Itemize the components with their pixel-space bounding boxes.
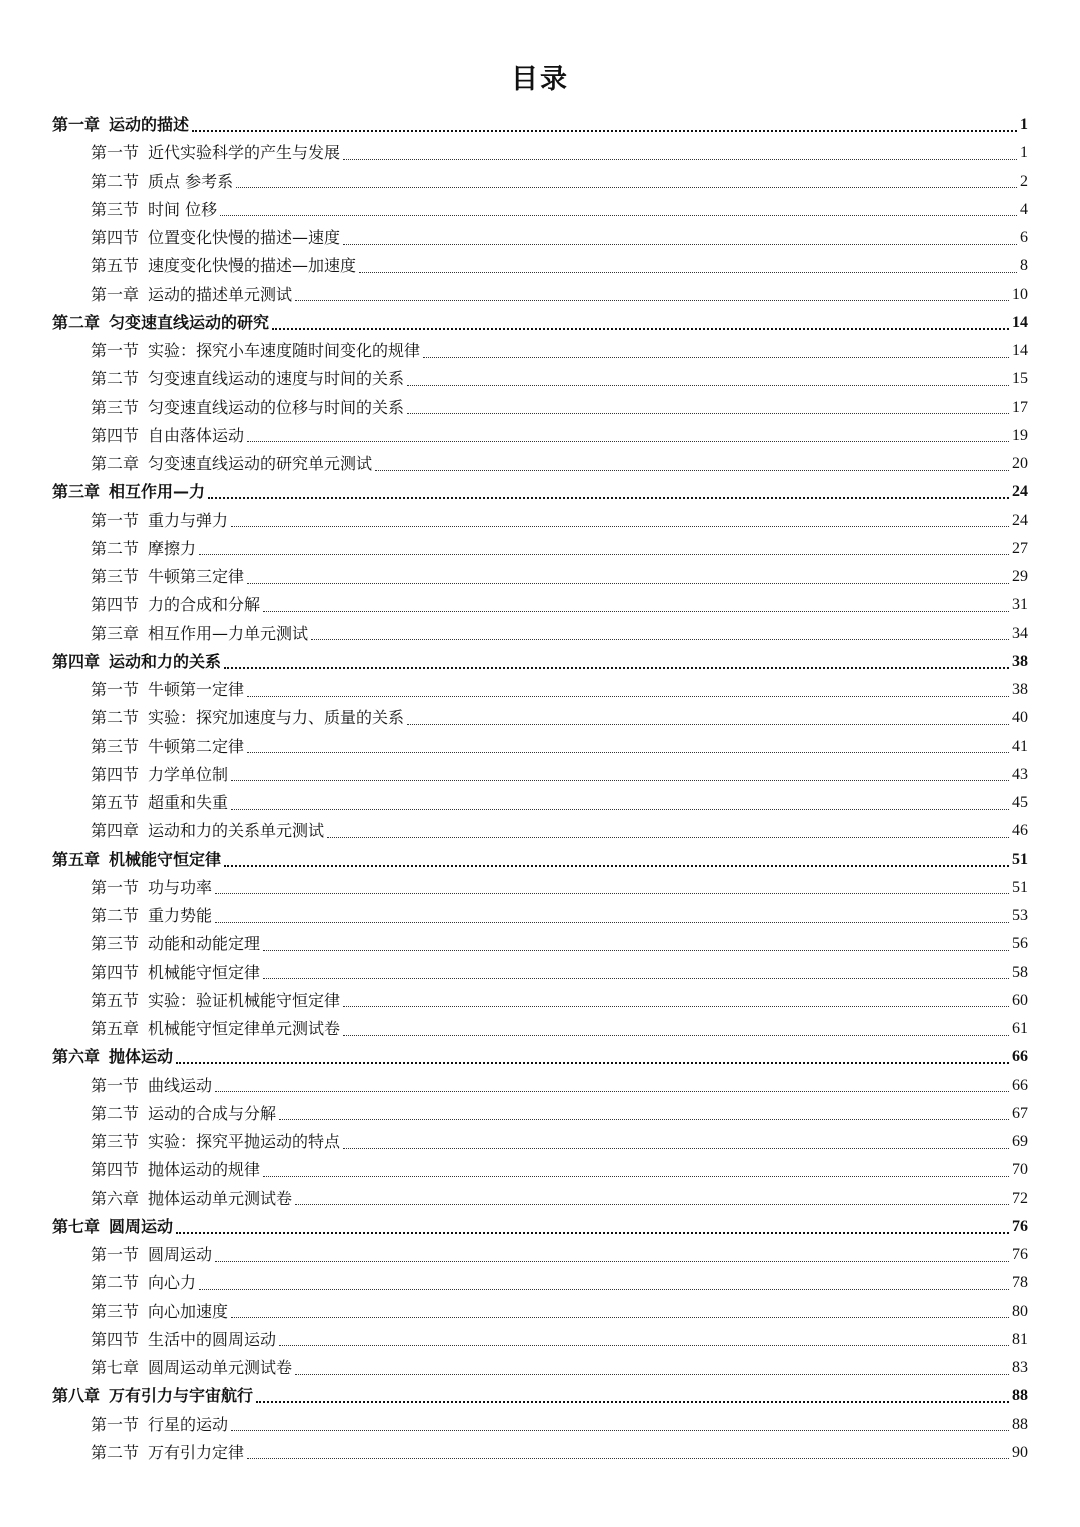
toc-entry-title: 力的合成和分解 [148, 595, 261, 615]
toc-entry-label [91, 1326, 276, 1354]
toc-section-entry[interactable] [0, 1128, 1080, 1156]
toc-entry-label [91, 394, 404, 422]
toc-entry-title: 抛体运动单元测试卷 [148, 1188, 293, 1208]
toc-chapter-entry[interactable] [0, 309, 1080, 337]
toc-entry-label [91, 1015, 340, 1043]
toc-entry-label [91, 281, 292, 309]
toc-entry-label [52, 111, 189, 139]
toc-entry-label [91, 507, 228, 535]
toc-chapter-entry[interactable] [0, 846, 1080, 874]
toc-entry-label [91, 252, 356, 280]
toc-dot-leader [407, 413, 1009, 414]
toc-dot-leader [263, 950, 1009, 951]
toc-dot-leader [224, 667, 1009, 669]
toc-section-entry[interactable] [0, 761, 1080, 789]
toc-dot-leader [343, 159, 1017, 160]
toc-entry-title: 运动的合成与分解 [148, 1103, 277, 1123]
toc-entry-number: 第一节 [91, 877, 140, 897]
toc-entry-page-number: 76 [1012, 1246, 1028, 1264]
toc-entry-page-number: 61 [1012, 1020, 1028, 1038]
toc-entry-number: 第一节 [91, 341, 140, 361]
toc-chapter-entry[interactable] [0, 1043, 1080, 1071]
toc-entry-label [91, 1439, 244, 1467]
toc-dot-leader [176, 1062, 1009, 1064]
toc-entry-title: 机械能守恒定律 [148, 962, 261, 982]
toc-entry-number: 第七章 [91, 1358, 140, 1378]
toc-entry-title: 相互作用—力 [109, 482, 206, 502]
toc-entry-number: 第四节 [91, 1329, 140, 1349]
toc-entry-label [52, 1382, 253, 1410]
toc-entry-number: 第四章 [52, 651, 101, 671]
toc-section-entry[interactable] [0, 930, 1080, 958]
toc-entry-number: 第五节 [91, 990, 140, 1010]
toc-chapter-entry[interactable] [0, 648, 1080, 676]
toc-entry-label [91, 365, 404, 393]
toc-entry-number: 第三节 [91, 1301, 140, 1321]
toc-section-entry[interactable] [0, 620, 1080, 648]
toc-section-entry[interactable] [0, 252, 1080, 280]
toc-dot-leader [263, 978, 1009, 979]
toc-dot-leader [263, 611, 1009, 612]
toc-section-entry[interactable] [0, 450, 1080, 478]
toc-entry-number: 第三章 [91, 623, 140, 643]
toc-entry-page-number: 27 [1012, 539, 1028, 557]
toc-dot-leader [247, 583, 1009, 584]
toc-entry-page-number: 29 [1012, 568, 1028, 586]
toc-entry-number: 第二节 [91, 1273, 140, 1293]
toc-entry-label [91, 1128, 340, 1156]
toc-section-entry[interactable] [0, 196, 1080, 224]
toc-entry-title: 牛顿第二定律 [148, 736, 245, 756]
toc-section-entry[interactable] [0, 704, 1080, 732]
toc-dot-leader [215, 922, 1009, 923]
toc-section-entry[interactable] [0, 1411, 1080, 1439]
toc-section-entry[interactable] [0, 563, 1080, 591]
toc-section-entry[interactable] [0, 1072, 1080, 1100]
toc-dot-leader [231, 780, 1009, 781]
toc-section-entry[interactable] [0, 902, 1080, 930]
toc-entry-number: 第一节 [91, 1414, 140, 1434]
toc-entry-page-number: 15 [1012, 370, 1028, 388]
page-title: 目录 [511, 64, 569, 95]
toc-section-entry[interactable] [0, 1326, 1080, 1354]
toc-entry-title: 功与功率 [148, 877, 213, 897]
toc-section-entry[interactable] [0, 1439, 1080, 1467]
toc-section-entry[interactable] [0, 535, 1080, 563]
toc-entry-page-number: 10 [1012, 285, 1028, 303]
toc-section-entry[interactable] [0, 817, 1080, 845]
toc-dot-leader [220, 215, 1017, 216]
toc-dot-leader [272, 328, 1009, 330]
toc-entry-label [52, 846, 221, 874]
toc-entry-number: 第二节 [91, 1442, 140, 1462]
toc-entry-number: 第三节 [91, 567, 140, 587]
toc-entry-page-number: 66 [1012, 1076, 1028, 1094]
toc-entry-label [91, 817, 324, 845]
toc-entry-label [91, 1156, 260, 1184]
toc-entry-number: 第二节 [91, 906, 140, 926]
toc-entry-page-number: 81 [1012, 1330, 1028, 1348]
toc-entry-label [91, 168, 233, 196]
toc-dot-leader [295, 300, 1009, 301]
toc-entry-number: 第六章 [52, 1047, 101, 1067]
toc-entry-title: 向心加速度 [148, 1301, 229, 1321]
toc-entry-title: 生活中的圆周运动 [148, 1329, 277, 1349]
toc-entry-title: 超重和失重 [148, 793, 229, 813]
toc-entry-title: 重力势能 [148, 906, 213, 926]
toc-dot-leader [295, 1204, 1009, 1205]
toc-section-entry[interactable] [0, 1269, 1080, 1297]
toc-entry-title: 圆周运动 [109, 1216, 174, 1236]
toc-dot-leader [423, 357, 1009, 358]
toc-entry-number: 第一节 [91, 143, 140, 163]
toc-dot-leader [343, 244, 1017, 245]
toc-entry-page-number: 51 [1012, 878, 1028, 896]
toc-entry-page-number: 14 [1012, 313, 1028, 331]
toc-entry-page-number: 58 [1012, 963, 1028, 981]
toc-entry-number: 第三节 [91, 199, 140, 219]
toc-entry-page-number: 38 [1012, 681, 1028, 699]
toc-entry-number: 第五章 [52, 849, 101, 869]
toc-dot-leader [247, 752, 1009, 753]
toc-entry-title: 牛顿第三定律 [148, 567, 245, 587]
toc-entry-page-number: 41 [1012, 737, 1028, 755]
toc-entry-number: 第二章 [52, 312, 101, 332]
toc-entry-number: 第四节 [91, 962, 140, 982]
toc-entry-number: 第二节 [91, 1103, 140, 1123]
toc-entry-number: 第四章 [91, 821, 140, 841]
toc-entry-label [91, 1241, 212, 1269]
toc-dot-leader [199, 554, 1009, 555]
toc-entry-label [91, 987, 340, 1015]
toc-entry-title: 向心力 [148, 1273, 197, 1293]
toc-section-entry[interactable] [0, 1354, 1080, 1382]
toc-dot-leader [199, 1289, 1009, 1290]
toc-dot-leader [236, 187, 1017, 188]
toc-entry-number: 第一节 [91, 510, 140, 530]
toc-section-entry[interactable] [0, 1100, 1080, 1128]
toc-entry-page-number: 72 [1012, 1189, 1028, 1207]
toc-dot-leader [279, 1345, 1009, 1346]
toc-entry-page-number: 46 [1012, 822, 1028, 840]
toc-section-entry[interactable] [0, 959, 1080, 987]
toc-dot-leader [247, 441, 1009, 442]
toc-chapter-entry[interactable] [0, 478, 1080, 506]
toc-entry-label [91, 224, 340, 252]
toc-dot-leader [208, 497, 1009, 499]
toc-section-entry[interactable] [0, 676, 1080, 704]
toc-dot-leader [247, 696, 1009, 697]
toc-entry-label [52, 1213, 173, 1241]
toc-section-entry[interactable] [0, 1156, 1080, 1184]
toc-entry-number: 第四节 [91, 764, 140, 784]
toc-entry-label [91, 959, 260, 987]
toc-dot-leader [215, 1091, 1009, 1092]
toc-entry-title: 运动和力的关系单元测试 [148, 821, 325, 841]
toc-section-entry[interactable] [0, 168, 1080, 196]
table-of-contents [0, 111, 1080, 1467]
toc-entry-number: 第一节 [91, 680, 140, 700]
toc-entry-label [91, 733, 244, 761]
toc-entry-label [91, 1072, 212, 1100]
toc-entry-title: 实验：验证机械能守恒定律 [148, 990, 341, 1010]
toc-entry-title: 速度变化快慢的描述—加速度 [148, 256, 357, 276]
toc-dot-leader [407, 385, 1009, 386]
toc-dot-leader [343, 1006, 1009, 1007]
toc-entry-title: 力学单位制 [148, 764, 229, 784]
toc-section-entry[interactable] [0, 733, 1080, 761]
toc-entry-number: 第七章 [52, 1216, 101, 1236]
toc-entry-page-number: 40 [1012, 709, 1028, 727]
toc-entry-title: 万有引力与宇宙航行 [109, 1386, 254, 1406]
toc-entry-title: 匀变速直线运动的位移与时间的关系 [148, 397, 405, 417]
toc-entry-page-number: 43 [1012, 765, 1028, 783]
toc-entry-title: 摩擦力 [148, 538, 197, 558]
toc-entry-number: 第二章 [91, 454, 140, 474]
toc-dot-leader [224, 865, 1009, 867]
toc-entry-label [91, 1298, 228, 1326]
toc-section-entry[interactable] [0, 1298, 1080, 1326]
toc-entry-title: 质点 参考系 [148, 171, 234, 191]
toc-entry-number: 第三章 [52, 482, 101, 502]
toc-dot-leader [231, 1430, 1009, 1431]
toc-entry-title: 重力与弹力 [148, 510, 229, 530]
toc-dot-leader [343, 1035, 1009, 1036]
toc-entry-label [91, 874, 212, 902]
toc-entry-number: 第五节 [91, 256, 140, 276]
toc-section-entry[interactable] [0, 394, 1080, 422]
toc-entry-label [91, 337, 420, 365]
toc-section-entry[interactable] [0, 874, 1080, 902]
toc-chapter-entry[interactable] [0, 111, 1080, 139]
toc-entry-label [52, 648, 221, 676]
toc-entry-label [91, 196, 217, 224]
toc-entry-label [91, 1100, 276, 1128]
toc-entry-number: 第二节 [91, 538, 140, 558]
toc-entry-page-number: 70 [1012, 1161, 1028, 1179]
toc-entry-page-number: 4 [1020, 200, 1028, 218]
toc-entry-page-number: 66 [1012, 1048, 1028, 1066]
toc-entry-page-number: 67 [1012, 1104, 1028, 1122]
toc-section-entry[interactable] [0, 1241, 1080, 1269]
toc-entry-page-number: 78 [1012, 1274, 1028, 1292]
toc-entry-label [91, 620, 308, 648]
toc-entry-title: 行星的运动 [148, 1414, 229, 1434]
toc-entry-page-number: 60 [1012, 991, 1028, 1009]
toc-entry-title: 时间 位移 [148, 199, 218, 219]
toc-entry-number: 第一章 [52, 115, 101, 135]
toc-entry-page-number: 24 [1012, 483, 1028, 501]
toc-section-entry[interactable] [0, 422, 1080, 450]
toc-entry-title: 万有引力定律 [148, 1442, 245, 1462]
toc-entry-number: 第五节 [91, 793, 140, 813]
toc-section-entry[interactable] [0, 224, 1080, 252]
toc-section-entry[interactable] [0, 1185, 1080, 1213]
toc-entry-number: 第三节 [91, 736, 140, 756]
toc-entry-title: 机械能守恒定律 [109, 849, 222, 869]
toc-entry-page-number: 24 [1012, 511, 1028, 529]
toc-dot-leader [327, 837, 1009, 838]
toc-entry-title: 运动的描述单元测试 [148, 284, 293, 304]
toc-entry-number: 第五章 [91, 1019, 140, 1039]
toc-entry-number: 第六章 [91, 1188, 140, 1208]
toc-entry-page-number: 1 [1020, 144, 1028, 162]
toc-entry-page-number: 31 [1012, 596, 1028, 614]
toc-entry-page-number: 80 [1012, 1302, 1028, 1320]
toc-entry-title: 匀变速直线运动的研究单元测试 [148, 454, 373, 474]
toc-entry-page-number: 6 [1020, 229, 1028, 247]
toc-entry-title: 实验：探究小车速度随时间变化的规律 [148, 341, 421, 361]
toc-entry-number: 第三节 [91, 1132, 140, 1152]
toc-entry-page-number: 34 [1012, 624, 1028, 642]
toc-entry-label [91, 563, 244, 591]
toc-entry-label [91, 591, 260, 619]
toc-dot-leader [231, 526, 1009, 527]
toc-entry-label [91, 1354, 292, 1382]
toc-entry-number: 第四节 [91, 425, 140, 445]
toc-entry-title: 机械能守恒定律单元测试卷 [148, 1019, 341, 1039]
toc-entry-title: 近代实验科学的产生与发展 [148, 143, 341, 163]
toc-entry-title: 实验：探究平抛运动的特点 [148, 1132, 341, 1152]
toc-entry-page-number: 8 [1020, 257, 1028, 275]
toc-entry-page-number: 53 [1012, 907, 1028, 925]
toc-entry-label [91, 930, 260, 958]
toc-entry-title: 抛体运动的规律 [148, 1160, 261, 1180]
toc-entry-page-number: 90 [1012, 1443, 1028, 1461]
toc-dot-leader [359, 272, 1017, 273]
toc-chapter-entry[interactable] [0, 1213, 1080, 1241]
toc-entry-number: 第三节 [91, 934, 140, 954]
toc-dot-leader [247, 1458, 1009, 1459]
toc-entry-number: 第二节 [91, 369, 140, 389]
toc-entry-label [52, 1043, 173, 1071]
toc-entry-number: 第四节 [91, 595, 140, 615]
toc-entry-title: 圆周运动单元测试卷 [148, 1358, 293, 1378]
toc-entry-number: 第一章 [91, 284, 140, 304]
toc-entry-page-number: 45 [1012, 794, 1028, 812]
toc-entry-title: 运动和力的关系 [109, 651, 222, 671]
toc-entry-page-number: 69 [1012, 1133, 1028, 1151]
toc-dot-leader [192, 130, 1017, 132]
toc-entry-label [91, 139, 340, 167]
toc-dot-leader [231, 1317, 1009, 1318]
toc-entry-number: 第一节 [91, 1245, 140, 1265]
toc-dot-leader [256, 1401, 1009, 1403]
toc-entry-title: 曲线运动 [148, 1075, 213, 1095]
toc-section-entry[interactable] [0, 337, 1080, 365]
toc-entry-label [91, 1411, 228, 1439]
toc-entry-page-number: 88 [1012, 1387, 1028, 1405]
toc-dot-leader [279, 1119, 1009, 1120]
toc-dot-leader [263, 1176, 1009, 1177]
toc-section-entry[interactable] [0, 591, 1080, 619]
toc-entry-page-number: 17 [1012, 398, 1028, 416]
toc-entry-label [91, 535, 196, 563]
toc-entry-number: 第二节 [91, 708, 140, 728]
toc-entry-title: 动能和动能定理 [148, 934, 261, 954]
toc-entry-label [91, 902, 212, 930]
toc-entry-page-number: 56 [1012, 935, 1028, 953]
toc-dot-leader [231, 809, 1009, 810]
toc-entry-page-number: 1 [1020, 116, 1028, 134]
toc-entry-page-number: 20 [1012, 455, 1028, 473]
toc-entry-number: 第四节 [91, 1160, 140, 1180]
toc-section-entry[interactable] [0, 507, 1080, 535]
toc-entry-label [91, 1185, 292, 1213]
toc-entry-label [52, 478, 205, 506]
toc-entry-label [91, 422, 244, 450]
toc-dot-leader [407, 724, 1009, 725]
toc-entry-title: 实验：探究加速度与力、质量的关系 [148, 708, 405, 728]
toc-entry-page-number: 83 [1012, 1359, 1028, 1377]
toc-dot-leader [375, 470, 1009, 471]
toc-entry-label [91, 704, 404, 732]
toc-dot-leader [311, 639, 1009, 640]
toc-entry-label [91, 676, 244, 704]
toc-entry-number: 第四节 [91, 228, 140, 248]
toc-entry-title: 匀变速直线运动的研究 [109, 312, 270, 332]
toc-chapter-entry[interactable] [0, 1382, 1080, 1410]
toc-entry-title: 抛体运动 [109, 1047, 174, 1067]
toc-dot-leader [215, 1261, 1009, 1262]
toc-entry-title: 运动的描述 [109, 115, 190, 135]
toc-entry-title: 圆周运动 [148, 1245, 213, 1265]
toc-entry-number: 第八章 [52, 1386, 101, 1406]
toc-entry-title: 自由落体运动 [148, 425, 245, 445]
toc-entry-title: 牛顿第一定律 [148, 680, 245, 700]
toc-entry-page-number: 38 [1012, 652, 1028, 670]
toc-entry-page-number: 14 [1012, 342, 1028, 360]
toc-entry-title: 匀变速直线运动的速度与时间的关系 [148, 369, 405, 389]
toc-entry-number: 第二节 [91, 171, 140, 191]
toc-entry-label [52, 309, 269, 337]
toc-entry-page-number: 88 [1012, 1415, 1028, 1433]
toc-entry-label [91, 789, 228, 817]
toc-entry-label [91, 1269, 196, 1297]
toc-entry-label [91, 761, 228, 789]
toc-dot-leader [343, 1148, 1009, 1149]
toc-entry-page-number: 51 [1012, 850, 1028, 868]
toc-dot-leader [295, 1374, 1009, 1375]
toc-entry-title: 相互作用—力单元测试 [148, 623, 309, 643]
toc-entry-title: 位置变化快慢的描述—速度 [148, 228, 341, 248]
toc-entry-page-number: 2 [1020, 172, 1028, 190]
toc-entry-label [91, 450, 372, 478]
toc-entry-page-number: 19 [1012, 426, 1028, 444]
toc-section-entry[interactable] [0, 281, 1080, 309]
toc-section-entry[interactable] [0, 365, 1080, 393]
toc-dot-leader [215, 893, 1009, 894]
toc-entry-number: 第一节 [91, 1075, 140, 1095]
toc-section-entry[interactable] [0, 987, 1080, 1015]
toc-section-entry[interactable] [0, 139, 1080, 167]
toc-section-entry[interactable] [0, 1015, 1080, 1043]
toc-entry-page-number: 76 [1012, 1217, 1028, 1235]
toc-section-entry[interactable] [0, 789, 1080, 817]
toc-entry-number: 第三节 [91, 397, 140, 417]
toc-dot-leader [176, 1232, 1009, 1234]
